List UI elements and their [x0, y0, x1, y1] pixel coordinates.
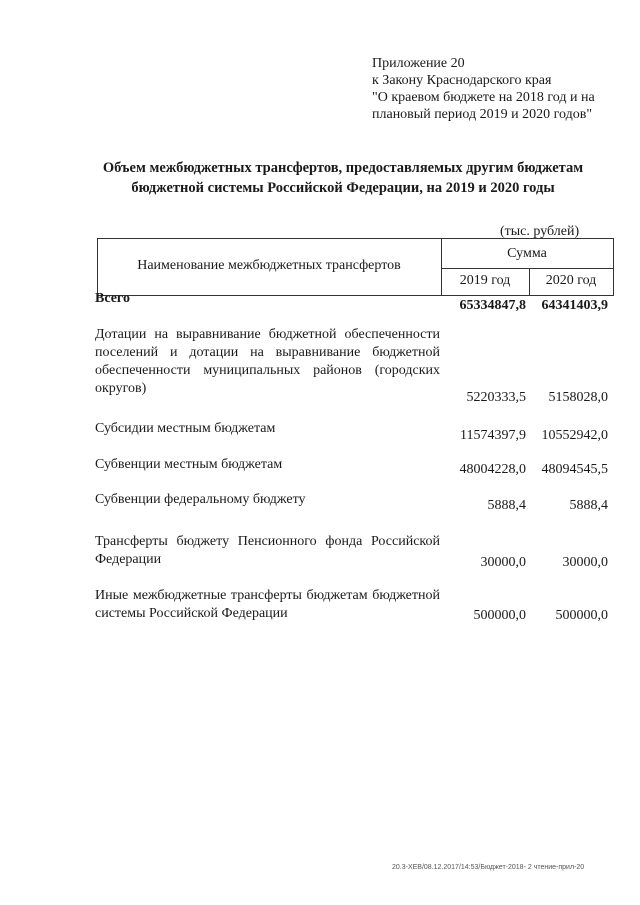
header-year-2020: 2020 год [545, 273, 597, 288]
row-federal-subventions-2020: 5888,4 [569, 498, 608, 513]
row-total-name: Всего [95, 291, 130, 306]
appendix-line-3: "О краевом бюджете на 2018 год и на [372, 90, 595, 105]
header-sum-label: Сумма [507, 246, 547, 261]
appendix-line-4: плановый период 2019 и 2020 годов" [372, 107, 593, 122]
row-other-transfers-2019: 500000,0 [473, 608, 526, 623]
appendix-heading [372, 55, 634, 123]
row-subsidies-equalization-name: Дотации на выравнивание бюджетной обеспеченности поселений и дотации на выравнивание бюджетной обеспеченности муниципальных районов (городских округов) [95, 327, 440, 396]
row-total-2019: 65334847,8 [459, 298, 526, 313]
row-total-2020: 64341403,9 [541, 298, 608, 313]
row-local-subventions-2020: 48094545,5 [541, 462, 608, 477]
appendix-line-1: Приложение 20 [372, 56, 465, 71]
row-local-subventions-name: Субвенции местным бюджетам [95, 457, 283, 472]
row-local-subventions-2019: 48004228,0 [459, 462, 526, 477]
row-pension-fund-name: Трансферты бюджету Пенсионного фонда Российской Федерации [95, 534, 440, 567]
row-local-subsidies-2020: 10552942,0 [541, 428, 608, 443]
row-other-transfers-name: Иные межбюджетные трансферты бюджетам бюджетной системы Российской Федерации [95, 588, 440, 621]
row-federal-subventions-name: Субвенции федеральному бюджету [95, 492, 306, 507]
header-year-2019: 2019 год [459, 273, 511, 288]
document-title [60, 158, 626, 198]
row-pension-fund-2019: 30000,0 [480, 555, 526, 570]
document-footer: 20.3-ХЕВ/08.12.2017/14:53/Бюджет-2018- 2 чтение-прил-20 [392, 864, 585, 871]
appendix-line-2: к Закону Краснодарского края [372, 73, 552, 88]
header-name-label: Наименование межбюджетных трансфертов [137, 258, 401, 273]
row-federal-subventions-2019: 5888,4 [487, 498, 526, 513]
units-label: (тыс. рублей) [500, 224, 580, 239]
row-subsidies-equalization-2020: 5158028,0 [548, 390, 608, 405]
row-local-subsidies-name: Субсидии местным бюджетам [95, 421, 276, 436]
row-pension-fund-2020: 30000,0 [562, 555, 608, 570]
header-sum-divider [441, 268, 613, 269]
title-line-2: бюджетной системы Российской Федерации, на 2019 и 2020 годы [131, 180, 555, 196]
row-local-subsidies-2019: 11574397,9 [460, 428, 526, 443]
row-other-transfers-2020: 500000,0 [555, 608, 608, 623]
title-line-1: Объем межбюджетных трансфертов, предоставляемых другим бюджетам [102, 160, 584, 176]
row-subsidies-equalization-2019: 5220333,5 [466, 390, 526, 405]
